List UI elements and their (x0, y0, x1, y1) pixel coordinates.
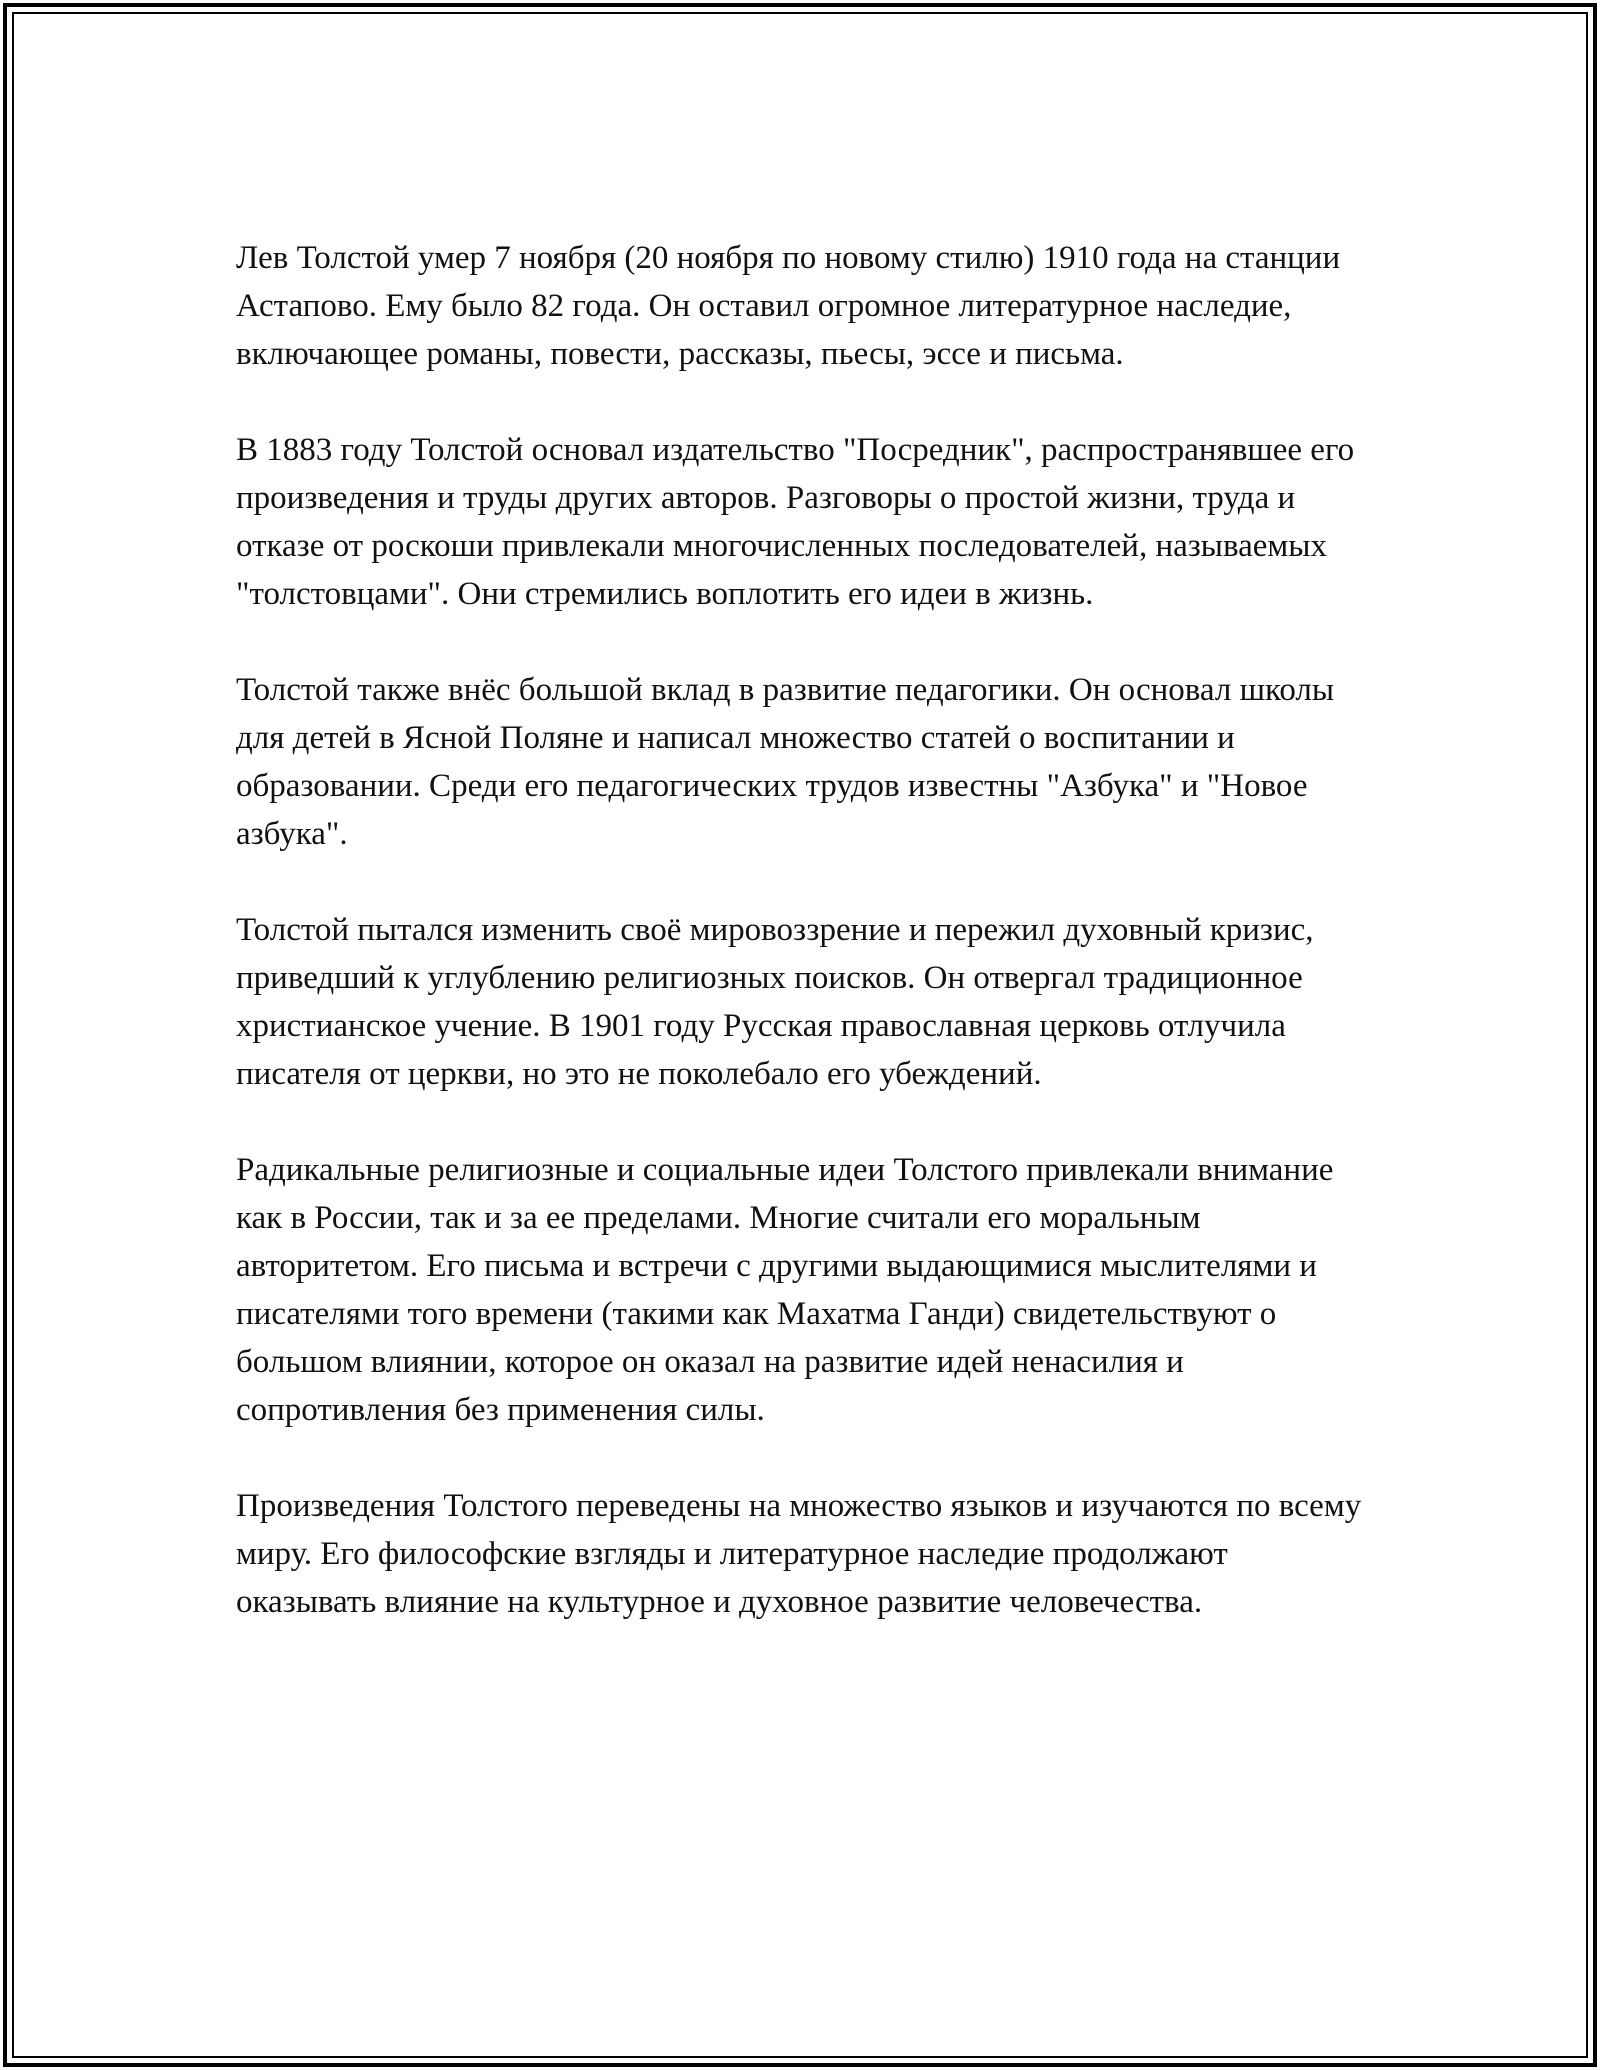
paragraph-legacy: Произведения Толстого переведены на множество языков и изучаются по всему миру. Его философские взгляды и литературное наследие продолжают оказывать влияние на культурное и духовное развитие человечества. (236, 1488, 1362, 1620)
paragraph-pedagogy: Толстой также внёс большой вклад в развитие педагогики. Он основал школы для детей в Ясной Поляне и написал множество статей о воспитании и образовании. Среди его педагогических трудов известны "Азбука" и "Новое азбука". (236, 672, 1335, 852)
paragraph-posrednik: В 1883 году Толстой основал издательство "Посредник", распространявшее его произведения и труды других авторов. Разговоры о простой жизни, труда и отказе от роскоши привлекали многочисленных последователей, называемых "толстовцами". Они стремились воплотить его идеи в жизнь. (236, 432, 1355, 612)
paragraph-spiritual-crisis: Толстой пытался изменить своё мировоззрение и пережил духовный кризис, приведший к углублению религиозных поисков. Он отвергал традиционное христианское учение. В 1901 году Русская православная церковь отлучила писателя от церкви, но это не поколебало его убеждений. (236, 912, 1314, 1092)
paragraph-death: Лев Толстой умер 7 ноября (20 ноября по новому стилю) 1910 года на станции Астапово. Ему было 82 года. Он оставил огромное литературное наследие, включающее романы, повести, рассказы, пьесы, эссе и письма. (236, 240, 1341, 372)
document-body (236, 234, 1366, 1674)
paragraph-influence: Радикальные религиозные и социальные идеи Толстого привлекали внимание как в России, так и за ее пределами. Многие считали его моральным авторитетом. Его письма и встречи с другими выдающимися мыслителями и писателями того времени (такими как Махатма Ганди) свидетельствуют о большом влиянии, которое он оказал на развитие идей ненасилия и сопротивления без применения силы. (236, 1152, 1334, 1428)
